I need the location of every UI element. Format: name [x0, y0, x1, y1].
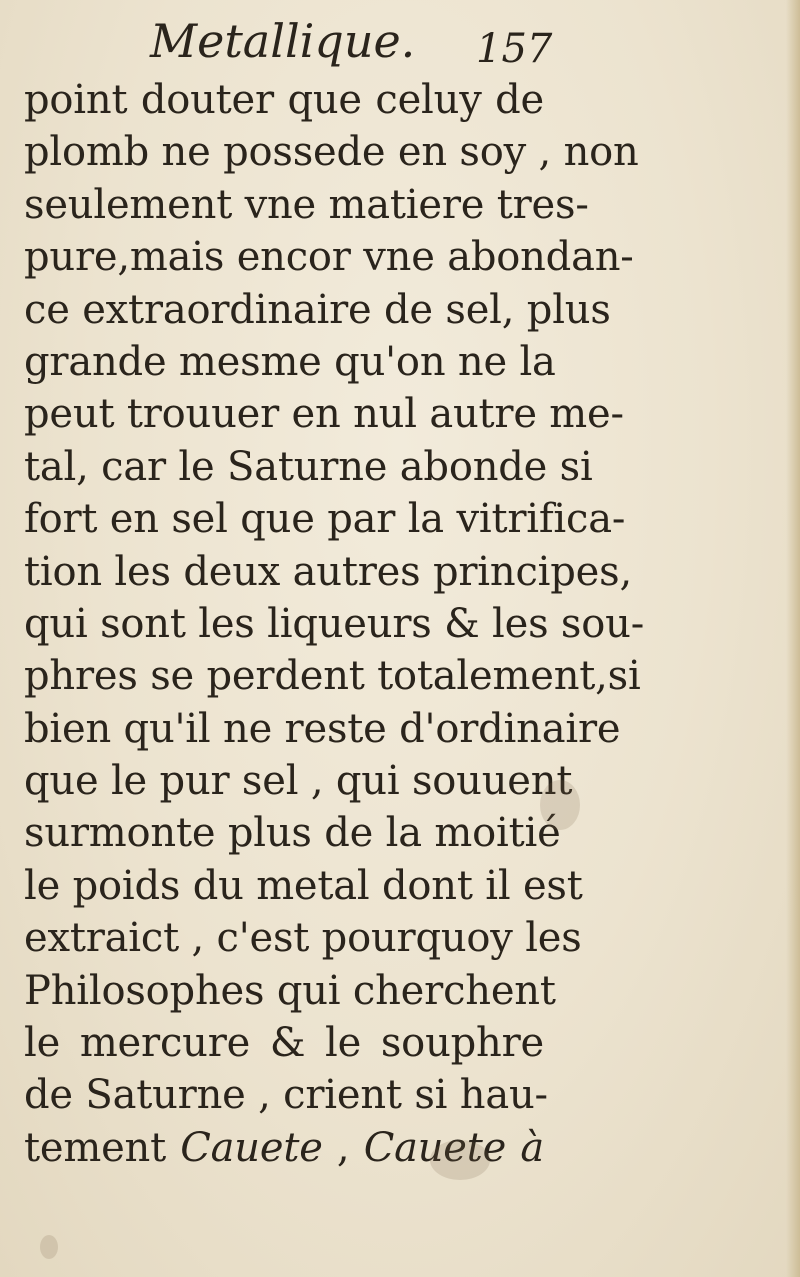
text-line: tal, car le Saturne abonde si [24, 443, 593, 490]
text-line: phres se perdent totalement,si [24, 653, 641, 700]
text-line: plomb ne possede en soy , non [24, 129, 639, 176]
text-line: extraict , c'est pourquoy les [24, 915, 582, 962]
paper-stain [430, 1140, 490, 1180]
paper-stain [40, 1235, 58, 1259]
text-line: le poids du metal dont il est [24, 862, 583, 909]
text-line: tion les deux autres principes, [24, 548, 632, 595]
page-number: 157 [476, 26, 553, 72]
last-line-separator: , [336, 1124, 350, 1171]
text-line: Philosophes qui cherchent [24, 967, 556, 1014]
text-line: ce extraordinaire de sel, plus [24, 286, 611, 333]
running-head: Metallique. [150, 14, 416, 68]
text-line: que le pur sel , qui souuent [24, 758, 573, 805]
text-line: peut trouuer en nul autre me- [24, 391, 624, 438]
page-edge-shadow [786, 0, 800, 1277]
italic-word-cauete-1: Cauete [180, 1124, 323, 1171]
italic-word-cauete-2: Cauete [363, 1124, 507, 1171]
last-line-lead: tement [24, 1124, 166, 1171]
text-line: le mercure & le souphre [24, 1020, 544, 1067]
text-line: point douter que celuy de [24, 77, 544, 123]
last-line-tail: à [520, 1124, 545, 1171]
paper-stain [540, 780, 580, 830]
text-line: qui sont les liqueurs & les sou- [24, 600, 645, 647]
body-text [24, 74, 645, 1174]
text-line: de Saturne , crient si hau- [24, 1072, 548, 1119]
text-line: seulement vne matiere tres- [24, 181, 589, 228]
text-line: bien qu'il ne reste d'ordinaire [24, 705, 621, 752]
text-line: grande mesme qu'on ne la [24, 338, 556, 385]
text-line: pure,mais encor vne abondan- [24, 234, 634, 281]
text-line: fort en sel que par la vitrifica- [24, 496, 626, 543]
text-line: surmonte plus de la moitié [24, 810, 561, 857]
